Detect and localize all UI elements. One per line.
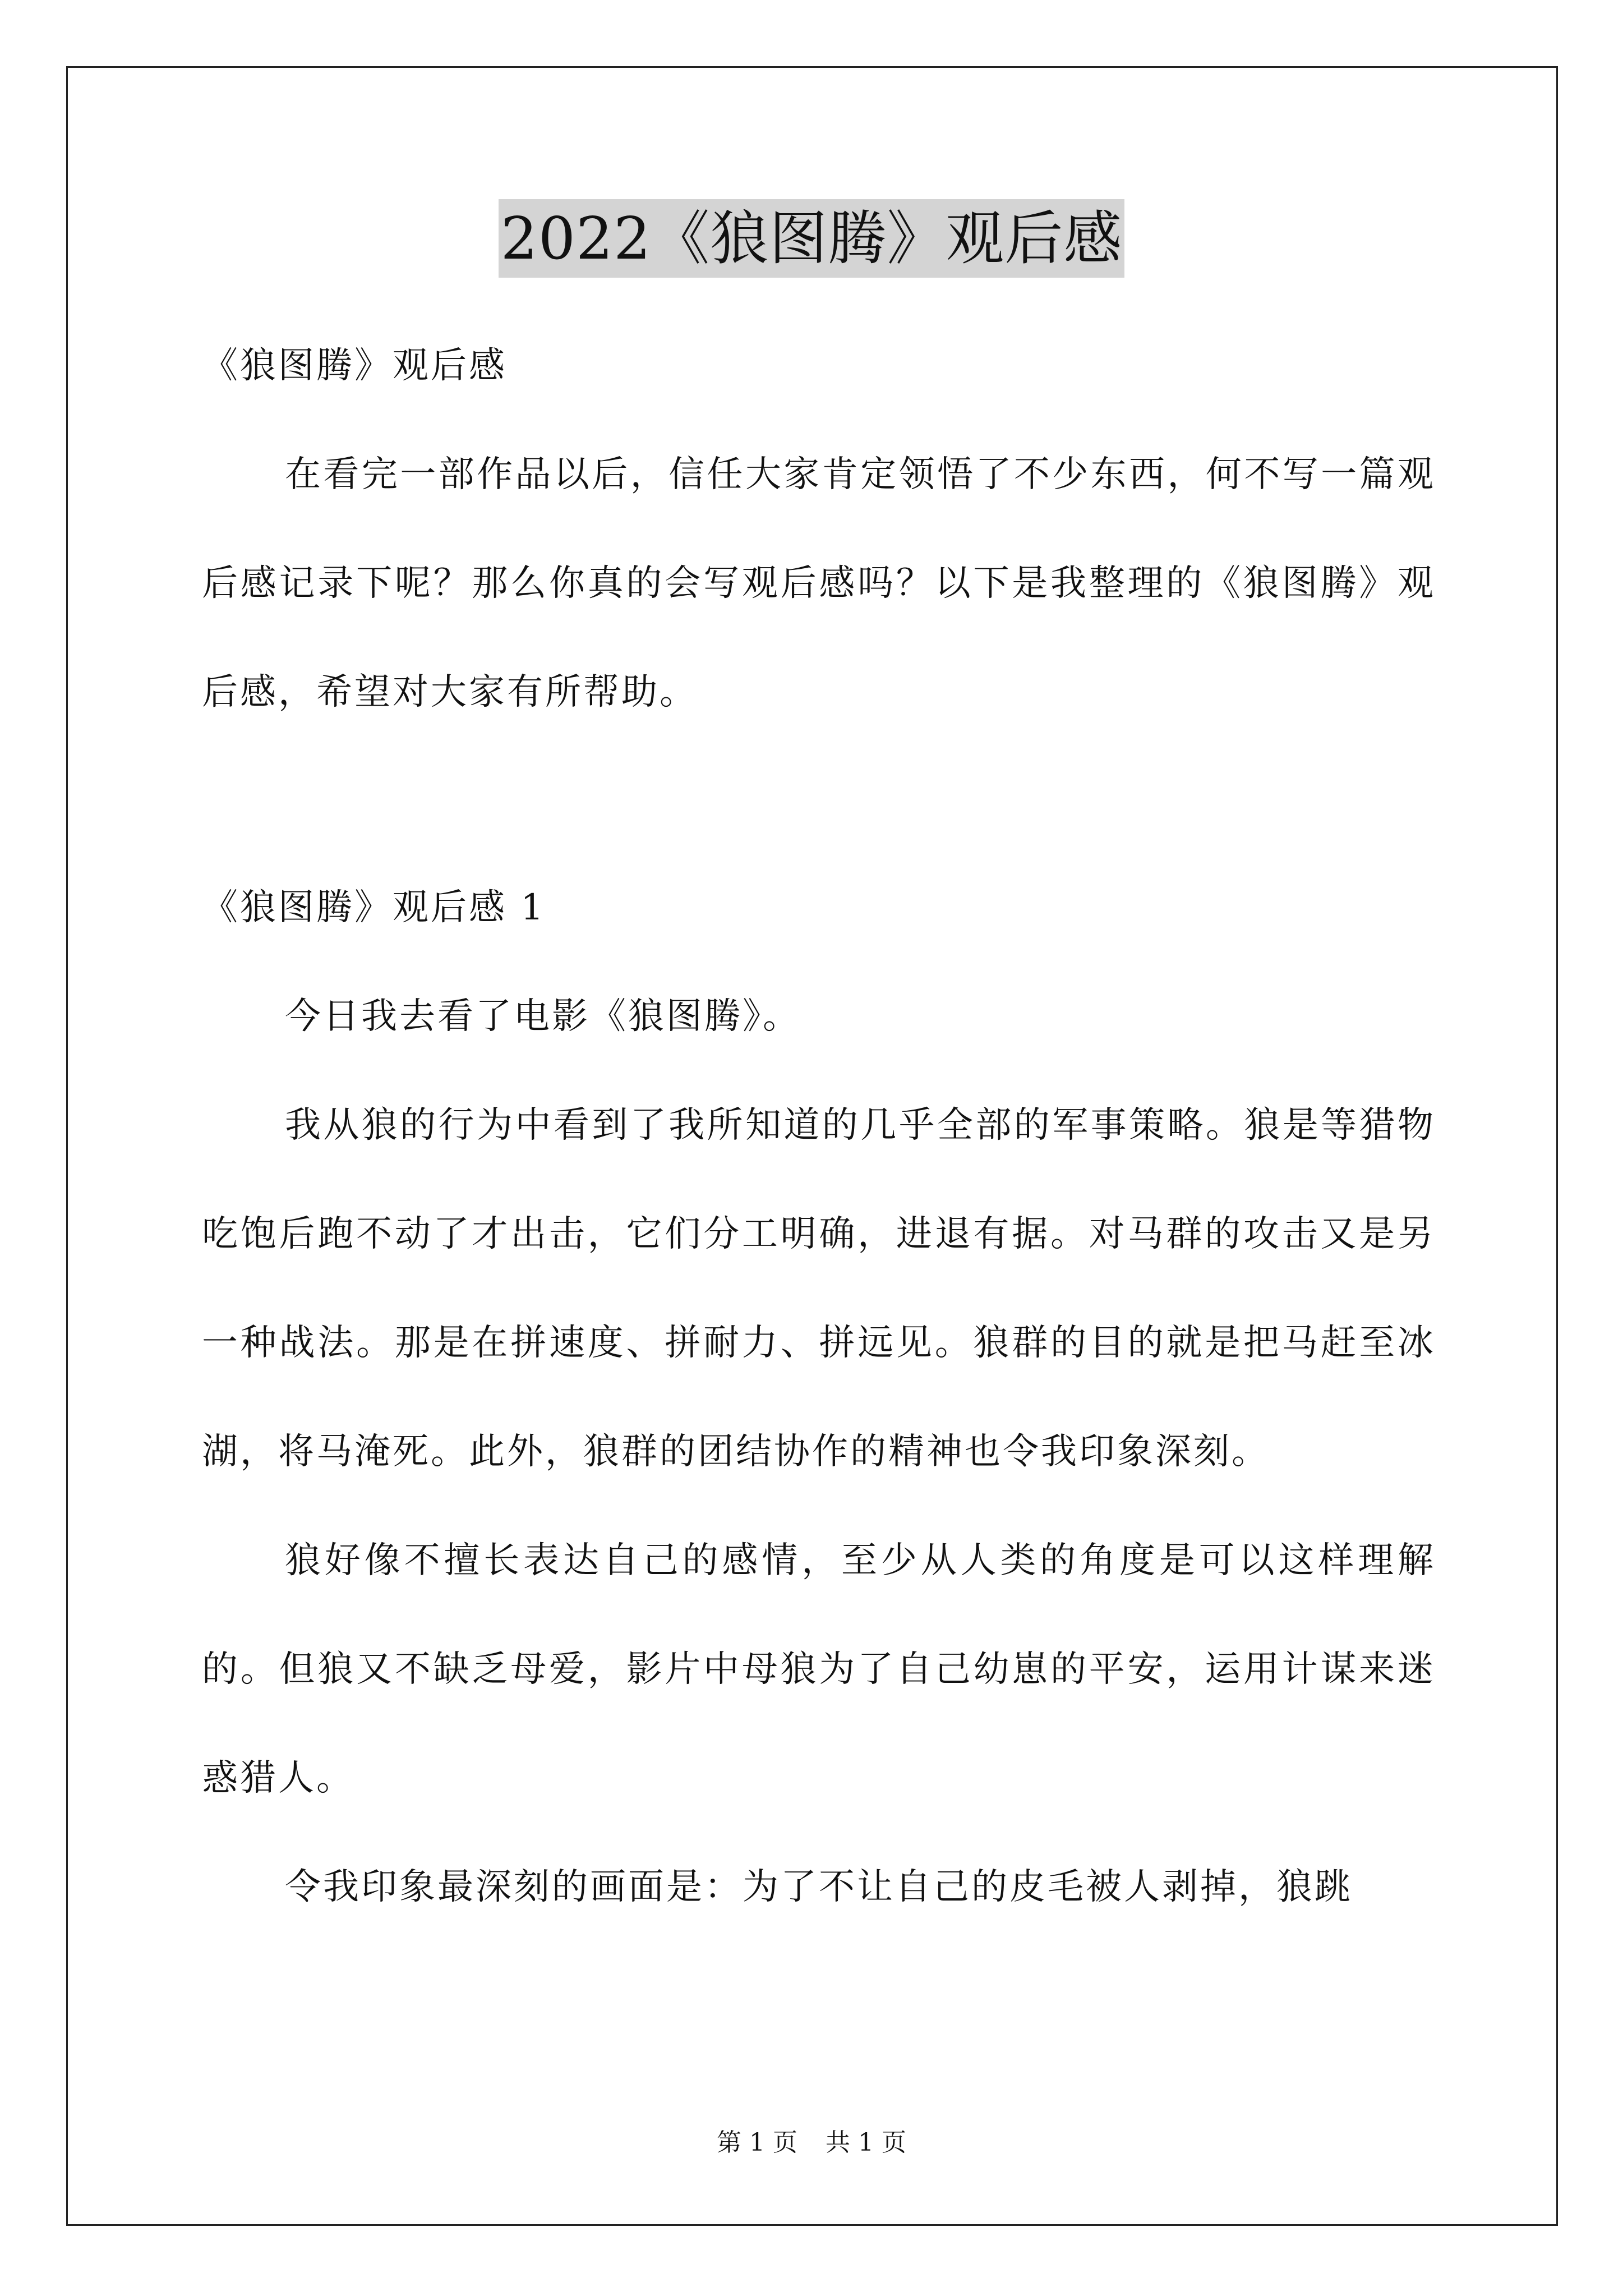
section-heading: 《狼图腾》观后感 1 xyxy=(202,887,546,928)
body-paragraph-3: 狼好像不擅长表达自己的感情，至少从人类的角度是可以这样理解的。但狼又不缺乏母爱，影片中母狼为了自己幼崽的平安，运用计谋来迷惑猎人。 xyxy=(202,1540,1436,1799)
body-paragraph-2: 我从狼的行为中看到了我所知道的几乎全部的军事策略。狼是等猎物吃饱后跑不动了才出击，它们分工明确，进退有据。对马群的攻击又是另一种战法。那是在拼速度、拼耐力、拼远见。狼群的目的就是把马赶至冰湖，将马淹死。此外，狼群的团结协作的精神也令我印象深刻。 xyxy=(202,1105,1436,1473)
title-container xyxy=(0,199,1623,278)
document-title: 2022《狼图腾》观后感 xyxy=(499,199,1125,278)
document-body xyxy=(202,311,1436,1941)
subtitle: 《狼图腾》观后感 xyxy=(202,345,507,386)
body-paragraph-4: 令我印象最深刻的画面是：为了不让自己的皮毛被人剥掉，狼跳 xyxy=(285,1866,1353,1908)
page-total: 共 1 页 xyxy=(826,2128,906,2157)
page-footer xyxy=(0,2126,1623,2160)
section-spacer xyxy=(202,747,1436,853)
intro-paragraph: 在看完一部作品以后，信任大家肯定领悟了不少东西，何不写一篇观后感记录下呢？那么你真的会写观后感吗？以下是我整理的《狼图腾》观后感，希望对大家有所帮助。 xyxy=(202,454,1436,713)
body-paragraph-1: 今日我去看了电影《狼图腾》。 xyxy=(285,996,801,1037)
page-number: 第 1 页 xyxy=(717,2128,797,2157)
